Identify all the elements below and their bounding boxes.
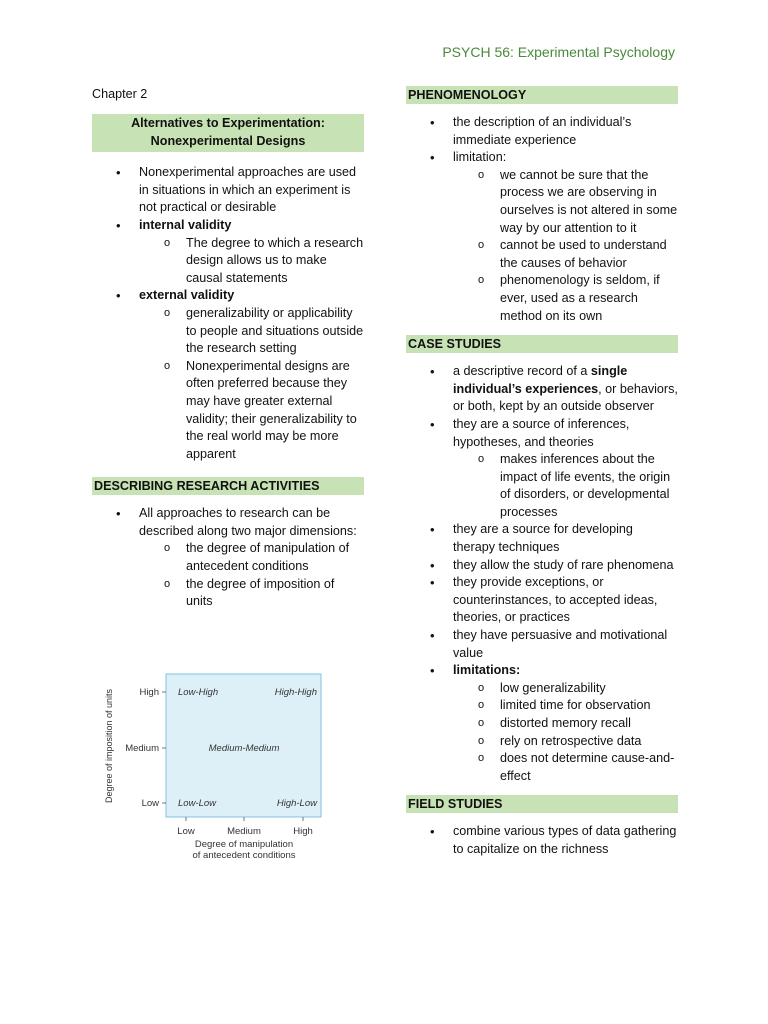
list-item: o cannot be used to understand the causes of behavior	[453, 237, 678, 272]
list-item: o Nonexperimental designs are often preferred because they may have greater external validity; their generalizability to the real world may be more apparent	[139, 358, 364, 464]
phenomenology-list	[406, 114, 678, 325]
list-item: o the degree of imposition of units	[139, 576, 364, 611]
list-item: o distorted memory recall	[453, 715, 678, 733]
section-heading-phenomenology: PHENOMENOLOGY	[406, 86, 678, 104]
list-item: o generalizability or applicability to people and situations outside the research setting	[139, 305, 364, 358]
x-tick-low: Low	[177, 826, 195, 837]
case-studies-list	[406, 363, 678, 785]
list-item	[92, 217, 364, 287]
chapter-title	[92, 114, 364, 152]
section-heading-field-studies: FIELD STUDIES	[406, 795, 678, 813]
sub-list	[139, 540, 364, 610]
list-item-text: they are a source of inferences, hypotheses, and theories	[453, 416, 630, 449]
list-item: o makes inferences about the impact of life events, the origin of disorders, or developmental processes	[453, 451, 678, 521]
left-column	[92, 86, 364, 611]
x-tick-high: High	[293, 826, 313, 837]
sub-list	[139, 305, 364, 463]
list-item-text: All approaches to research can be described along two major dimensions:	[139, 506, 357, 538]
list-item: o phenomenology is seldom, if ever, used as a research method on its own	[453, 272, 678, 325]
x-axis-label-line2: of antecedent conditions	[192, 850, 296, 861]
section-heading-describing: DESCRIBING RESEARCH ACTIVITIES	[92, 477, 364, 495]
list-item	[406, 149, 678, 325]
dimensions-chart	[100, 668, 355, 868]
list-item	[92, 505, 364, 611]
list-item: • they provide exceptions, or counterinstances, to accepted ideas, theories, or practices	[406, 574, 678, 627]
cell-high-low: High-Low	[276, 798, 317, 809]
list-item: o the degree of manipulation of antecedent conditions	[139, 540, 364, 575]
chapter-title-line1: Alternatives to Experimentation:	[131, 116, 325, 130]
section-heading-case-studies: CASE STUDIES	[406, 335, 678, 353]
list-item: o rely on retrospective data	[453, 733, 678, 751]
field-studies-list	[406, 823, 678, 858]
cell-high-high: High-High	[274, 687, 317, 698]
list-item-text: a descriptive record of a	[453, 364, 591, 379]
sub-list	[453, 451, 678, 521]
y-tick-low: Low	[141, 798, 159, 809]
list-item: o low generalizability	[453, 680, 678, 698]
external-validity-label: external validity	[139, 288, 235, 303]
x-axis-label-line1: Degree of manipulation	[194, 839, 294, 850]
list-item: • they are a source for developing therapy techniques	[406, 521, 678, 556]
limitations-label: limitations:	[453, 663, 521, 678]
right-column	[406, 86, 678, 859]
sub-list	[139, 235, 364, 288]
list-item	[406, 363, 678, 416]
course-header: PSYCH 56: Experimental Psychology	[442, 44, 675, 60]
list-item-text: , or behaviors, or both, kept by an outside observer	[453, 381, 678, 414]
list-item: o does not determine cause-and-effect	[453, 750, 678, 785]
cell-low-low: Low-Low	[178, 798, 217, 809]
list-item-bold: single individual’s experiences	[453, 364, 628, 396]
y-axis-label: Degree of imposition of units	[104, 688, 114, 804]
intro-list	[92, 164, 364, 463]
y-tick-high: High	[139, 687, 159, 698]
list-item: • they allow the study of rare phenomena	[406, 557, 678, 575]
y-tick-medium: Medium	[125, 743, 159, 754]
list-item-text: limitation:	[453, 150, 507, 165]
cell-medium-medium: Medium-Medium	[208, 743, 280, 754]
dimensions-chart-svg	[100, 668, 355, 868]
list-item: • they have persuasive and motivational value	[406, 627, 678, 662]
describing-list	[92, 505, 364, 611]
chapter-title-line2: Nonexperimental Designs	[150, 133, 306, 148]
sub-list	[453, 167, 678, 325]
cell-low-high: Low-High	[178, 687, 219, 698]
list-item: • combine various types of data gathering to capitalize on the richness	[406, 823, 678, 858]
internal-validity-label: internal validity	[139, 217, 232, 232]
list-item: • Nonexperimental approaches are used in situations in which an experiment is not practical or desirable	[92, 164, 364, 217]
list-item	[406, 416, 678, 522]
list-item	[406, 662, 678, 785]
list-item: o we cannot be sure that the process we are observing in ourselves is not altered in some way by our attention to it	[453, 167, 678, 237]
sub-list	[453, 680, 678, 786]
list-item: o The degree to which a research design allows us to make causal statements	[139, 235, 364, 288]
chapter-label: Chapter 2	[92, 87, 148, 101]
list-item: o limited time for observation	[453, 697, 678, 715]
list-item	[92, 287, 364, 463]
x-tick-medium: Medium	[227, 826, 261, 837]
list-item: • the description of an individual’s immediate experience	[406, 114, 678, 149]
